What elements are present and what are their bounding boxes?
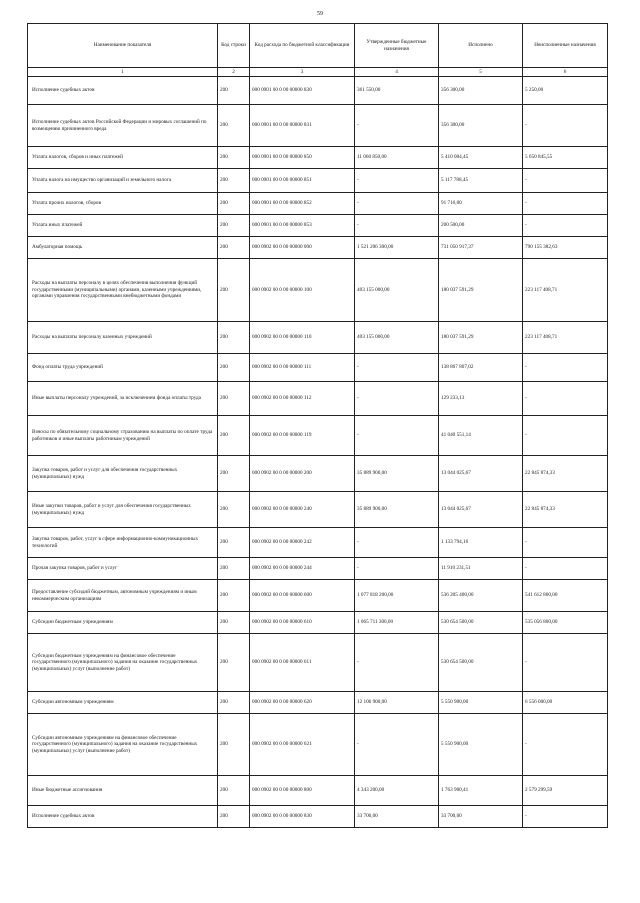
row-approved: 11 060 850,00	[355, 147, 439, 169]
column-number: 3	[250, 68, 355, 77]
table-row	[28, 147, 608, 169]
row-unexecuted: 790 155 382,63	[523, 237, 608, 259]
row-approved: -	[355, 528, 439, 558]
row-unexecuted: -	[523, 215, 608, 237]
table-row	[28, 492, 608, 528]
row-line-code: 200	[218, 492, 250, 528]
row-approved: -	[355, 354, 439, 382]
row-name: Расходы на выплаты персоналу казенных учреждений	[28, 322, 218, 354]
table-row	[28, 612, 608, 634]
table-row	[28, 692, 608, 714]
row-approved: 403 155 000,00	[355, 322, 439, 354]
row-line-code: 200	[218, 612, 250, 634]
row-expense-code: 000 0902 00 0 00 00000 200	[250, 456, 355, 492]
row-expense-code: 000 0902 00 0 00 00000 800	[250, 776, 355, 806]
row-expense-code: 000 0901 00 0 00 00000 831	[250, 105, 355, 147]
header-line-code: Код строки	[218, 24, 250, 68]
row-executed: 356 300,00	[439, 105, 523, 147]
row-line-code: 200	[218, 776, 250, 806]
row-executed: 200 500,00	[439, 215, 523, 237]
column-number: 1	[28, 68, 218, 77]
row-line-code: 200	[218, 147, 250, 169]
table-row	[28, 193, 608, 215]
column-number: 2	[218, 68, 250, 77]
row-name: Иные бюджетные ассигнования	[28, 776, 218, 806]
row-executed: 1 133 794,16	[439, 528, 523, 558]
row-name: Фонд оплаты труда учреждений	[28, 354, 218, 382]
row-approved: 403 155 000,00	[355, 259, 439, 322]
row-executed: 33 700,00	[439, 806, 523, 828]
row-approved: 1 521 206 300,00	[355, 237, 439, 259]
row-unexecuted: -	[523, 382, 608, 416]
row-approved: 12 106 900,00	[355, 692, 439, 714]
row-unexecuted: 6 556 000,00	[523, 692, 608, 714]
budget-execution-table	[27, 23, 608, 828]
table-row	[28, 714, 608, 776]
row-name: Уплата налога на имущество организаций и земельного налога	[28, 169, 218, 193]
row-expense-code: 000 0902 00 0 00 00000 621	[250, 714, 355, 776]
table-row	[28, 528, 608, 558]
row-unexecuted: -	[523, 416, 608, 456]
header-approved: Утвержденные бюджетные назначения	[355, 24, 439, 68]
row-line-code: 200	[218, 354, 250, 382]
row-name: Уплата иных платежей	[28, 215, 218, 237]
row-line-code: 200	[218, 237, 250, 259]
row-expense-code: 000 0901 00 0 00 00000 850	[250, 147, 355, 169]
row-executed: 356 300,00	[439, 77, 523, 105]
row-name: Исполнение судебных актов	[28, 77, 218, 105]
row-name: Амбулаторная помощь	[28, 237, 218, 259]
row-name: Прочая закупка товаров, работ и услуг	[28, 558, 218, 580]
row-approved: -	[355, 382, 439, 416]
row-expense-code: 000 0901 00 0 00 00000 853	[250, 215, 355, 237]
table-row	[28, 105, 608, 147]
table-row	[28, 77, 608, 105]
row-name: Субсидии автономным учреждениям на финансовое обеспечение государственного (муниципального) задания на оказание государственных (муниципальных) услуг (выполнение работ)	[28, 714, 218, 776]
row-approved: 361 550,00	[355, 77, 439, 105]
row-expense-code: 000 0902 00 0 00 00000 244	[250, 558, 355, 580]
table-row	[28, 259, 608, 322]
row-unexecuted: -	[523, 806, 608, 828]
row-executed: 536 205 400,00	[439, 580, 523, 612]
table-row	[28, 237, 608, 259]
header-executed: Исполнено	[439, 24, 523, 68]
row-executed: 5 410 004,45	[439, 147, 523, 169]
row-executed: 5 550 900,00	[439, 692, 523, 714]
row-executed: 138 867 807,02	[439, 354, 523, 382]
row-executed: 731 050 917,37	[439, 237, 523, 259]
row-unexecuted: 22 845 874,33	[523, 492, 608, 528]
row-unexecuted: 2 579 299,59	[523, 776, 608, 806]
row-unexecuted: -	[523, 528, 608, 558]
row-name: Взносы по обязательному социальному страхованию на выплаты по оплате труда работников и иные выплаты работникам учреждений	[28, 416, 218, 456]
row-approved: -	[355, 714, 439, 776]
table-row	[28, 806, 608, 828]
row-expense-code: 000 0902 00 0 00 00000 610	[250, 612, 355, 634]
row-approved: 1 065 711 300,00	[355, 612, 439, 634]
row-expense-code: 000 0902 00 0 00 00000 620	[250, 692, 355, 714]
table-row	[28, 215, 608, 237]
row-line-code: 200	[218, 215, 250, 237]
row-unexecuted: 535 056 800,00	[523, 612, 608, 634]
row-executed: 530 654 500,00	[439, 612, 523, 634]
row-unexecuted: -	[523, 714, 608, 776]
row-approved: -	[355, 634, 439, 692]
row-line-code: 200	[218, 692, 250, 714]
row-unexecuted: -	[523, 105, 608, 147]
row-executed: 13 044 025,67	[439, 456, 523, 492]
row-line-code: 200	[218, 416, 250, 456]
row-name: Иные выплаты персоналу учреждений, за исключением фонда оплаты труда	[28, 382, 218, 416]
column-number: 5	[439, 68, 523, 77]
row-line-code: 200	[218, 580, 250, 612]
row-unexecuted: 223 117 408,71	[523, 259, 608, 322]
table-row	[28, 580, 608, 612]
row-name: Иные закупки товаров, работ и услуг для обеспечения государственных (муниципальных) нужд	[28, 492, 218, 528]
row-line-code: 200	[218, 382, 250, 416]
row-executed: 129 233,13	[439, 382, 523, 416]
row-approved: 4 343 200,00	[355, 776, 439, 806]
page-number: 59	[317, 11, 323, 17]
column-number: 6	[523, 68, 608, 77]
row-executed: 180 037 591,29	[439, 259, 523, 322]
row-name: Субсидии автономным учреждениям	[28, 692, 218, 714]
row-approved: -	[355, 215, 439, 237]
column-number: 4	[355, 68, 439, 77]
row-expense-code: 000 0901 00 0 00 00000 830	[250, 77, 355, 105]
table-row	[28, 776, 608, 806]
row-approved: 1 077 818 200,00	[355, 580, 439, 612]
row-expense-code: 000 0902 00 0 00 00000 119	[250, 416, 355, 456]
row-executed: 13 044 025,67	[439, 492, 523, 528]
row-unexecuted: 22 845 874,33	[523, 456, 608, 492]
row-unexecuted: 5 250,00	[523, 77, 608, 105]
row-line-code: 200	[218, 456, 250, 492]
table-row	[28, 169, 608, 193]
row-name: Исполнение судебных актов	[28, 806, 218, 828]
row-unexecuted: 541 612 800,00	[523, 580, 608, 612]
row-name: Уплата прочих налогов, сборов	[28, 193, 218, 215]
row-approved: -	[355, 558, 439, 580]
row-name: Исполнение судебных актов Российской Федерации и мировых соглашений по возмещению причиненного вреда	[28, 105, 218, 147]
column-number-row	[28, 68, 608, 77]
header-expense-code: Код расхода по бюджетной классификации	[250, 24, 355, 68]
row-name: Закупка товаров, работ, услуг в сфере информационно-коммуникационных технологий	[28, 528, 218, 558]
table-row	[28, 322, 608, 354]
row-line-code: 200	[218, 806, 250, 828]
row-name: Субсидии бюджетным учреждениям	[28, 612, 218, 634]
row-approved: 35 889 900,00	[355, 456, 439, 492]
row-executed: 5 550 900,00	[439, 714, 523, 776]
row-name: Предоставление субсидий бюджетным, автономным учреждениям и иным некоммерческим организациям	[28, 580, 218, 612]
row-expense-code: 000 0902 00 0 00 00000 830	[250, 806, 355, 828]
row-expense-code: 000 0902 00 0 00 00000 112	[250, 382, 355, 416]
row-approved: 35 889 900,00	[355, 492, 439, 528]
row-unexecuted: -	[523, 354, 608, 382]
row-unexecuted: -	[523, 193, 608, 215]
row-expense-code: 000 0902 00 0 00 00000 600	[250, 580, 355, 612]
row-line-code: 200	[218, 169, 250, 193]
row-line-code: 200	[218, 77, 250, 105]
row-line-code: 200	[218, 714, 250, 776]
row-expense-code: 000 0902 00 0 00 00000 242	[250, 528, 355, 558]
row-expense-code: 000 0902 00 0 00 00000 000	[250, 237, 355, 259]
row-approved: -	[355, 105, 439, 147]
row-line-code: 200	[218, 105, 250, 147]
row-unexecuted: -	[523, 169, 608, 193]
row-executed: 41 040 551,14	[439, 416, 523, 456]
table-row	[28, 416, 608, 456]
row-name: Расходы на выплаты персоналу в целях обеспечения выполнения функций государственными (муниципальными) органами, казенными учреждениями, органами управления государственными внебюджетными фондами	[28, 259, 218, 322]
row-executed: 530 654 500,00	[439, 634, 523, 692]
row-expense-code: 000 0902 00 0 00 00000 240	[250, 492, 355, 528]
row-executed: 5 117 788,45	[439, 169, 523, 193]
row-unexecuted: 223 117 408,71	[523, 322, 608, 354]
row-approved: -	[355, 169, 439, 193]
row-name: Субсидии бюджетным учреждениям на финансовое обеспечение государственного (муниципального) задания на оказание государственных (муниципальных) услуг (выполнение работ)	[28, 634, 218, 692]
table-row	[28, 354, 608, 382]
row-approved: -	[355, 193, 439, 215]
row-expense-code: 000 0902 00 0 00 00000 100	[250, 259, 355, 322]
row-expense-code: 000 0902 00 0 00 00000 111	[250, 354, 355, 382]
row-approved: 33 700,00	[355, 806, 439, 828]
row-unexecuted: 5 650 845,55	[523, 147, 608, 169]
header-row	[28, 24, 608, 68]
row-expense-code: 000 0902 00 0 00 00000 110	[250, 322, 355, 354]
row-unexecuted: -	[523, 558, 608, 580]
header-unexecuted: Неисполненные назначения	[523, 24, 608, 68]
row-line-code: 200	[218, 558, 250, 580]
row-executed: 91 716,00	[439, 193, 523, 215]
row-line-code: 200	[218, 634, 250, 692]
row-executed: 11 910 231,51	[439, 558, 523, 580]
row-line-code: 200	[218, 528, 250, 558]
header-name: Наименование показателя	[28, 24, 218, 68]
row-line-code: 200	[218, 259, 250, 322]
table-row	[28, 558, 608, 580]
table-row	[28, 382, 608, 416]
row-expense-code: 000 0901 00 0 00 00000 852	[250, 193, 355, 215]
row-line-code: 200	[218, 193, 250, 215]
row-name: Уплата налогов, сборов и иных платежей	[28, 147, 218, 169]
row-executed: 1 763 900,41	[439, 776, 523, 806]
row-expense-code: 000 0902 00 0 00 00000 611	[250, 634, 355, 692]
table-row	[28, 456, 608, 492]
row-approved: -	[355, 416, 439, 456]
row-expense-code: 000 0901 00 0 00 00000 851	[250, 169, 355, 193]
row-name: Закупка товаров, работ и услуг для обеспечения государственных (муниципальных) нужд	[28, 456, 218, 492]
table-row	[28, 634, 608, 692]
row-line-code: 200	[218, 322, 250, 354]
row-executed: 180 037 591,29	[439, 322, 523, 354]
row-unexecuted: -	[523, 634, 608, 692]
